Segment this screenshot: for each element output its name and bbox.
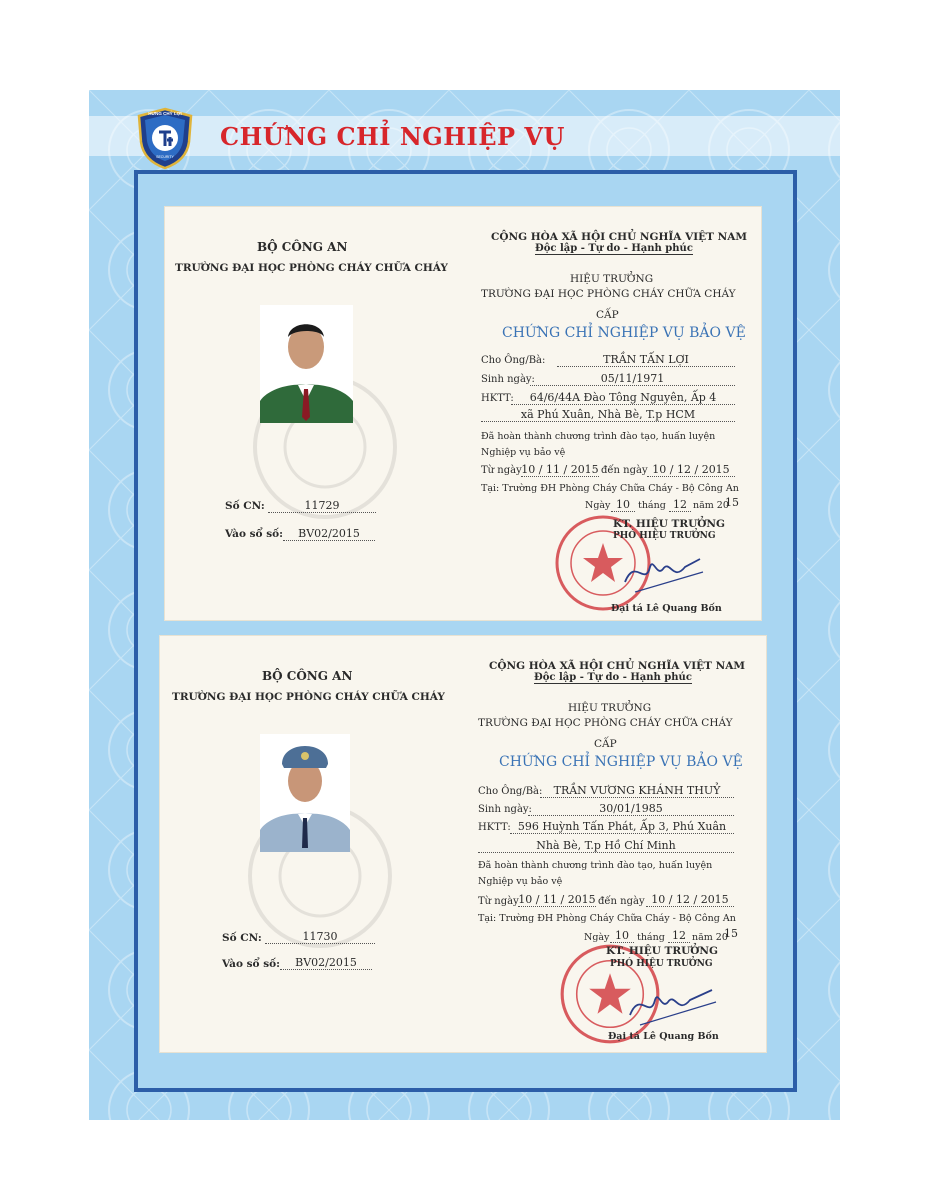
holder-photo: [260, 734, 350, 852]
signature-title-1: KT. HIỆU TRƯỞNG: [613, 518, 725, 530]
so-cn-value: 11730: [265, 930, 375, 944]
from-date: 10 / 11 / 2015: [521, 463, 599, 476]
grant-label: CẤP: [594, 738, 617, 750]
svg-text:HƯNG CHỶ LỢI: HƯNG CHỶ LỢI: [148, 111, 182, 116]
signer-name: Đại tá Lê Quang Bốn: [611, 603, 722, 614]
issue-date-month-label: tháng: [638, 500, 666, 511]
signer-name: Đại tá Lê Quang Bốn: [608, 1031, 719, 1042]
grant-label: CẤP: [596, 309, 619, 321]
completion-line-1: Đã hoàn thành chương trình đào tạo, huấn luyện: [478, 860, 713, 871]
from-label: Từ ngày: [481, 465, 522, 476]
name-label: Cho Ông/Bà:: [481, 355, 546, 366]
location-line: Tại: Trường ĐH Phòng Cháy Chữa Cháy - Bộ Công An: [478, 913, 736, 924]
certificate-title: CHỨNG CHỈ NGHIỆP VỤ BẢO VỆ: [499, 754, 743, 770]
vao-so-value: BV02/2015: [283, 527, 375, 541]
completion-line-2: Nghiệp vụ bảo vệ: [478, 876, 563, 887]
issue-date-day: 10: [610, 929, 634, 943]
from-date: 10 / 11 / 2015: [518, 893, 596, 906]
vao-so-label: Vào sổ số:: [225, 528, 284, 540]
issuer-title: HIỆU TRƯỞNG: [570, 273, 654, 285]
issue-date-month: 12: [668, 929, 690, 943]
holder-dob: 05/11/1971: [530, 372, 735, 386]
issuer-school: TRƯỜNG ĐẠI HỌC PHÒNG CHÁY CHỮA CHÁY: [481, 288, 736, 300]
from-label: Từ ngày: [478, 896, 519, 907]
to-date: 10 / 12 / 2015: [646, 893, 734, 907]
holder-name: TRẦN TẤN LỢI: [557, 353, 735, 367]
holder-address-line-1: 596 Huỳnh Tấn Phát, Ấp 3, Phú Xuân: [510, 820, 734, 834]
ministry-name: BỘ CÔNG AN: [257, 240, 348, 254]
certificate-card-1: [165, 207, 761, 620]
issue-date-day: 10: [611, 498, 635, 512]
holder-address-line-1: 64/6/44A Đào Tông Nguyên, Ấp 4: [511, 391, 735, 405]
to-date: 10 / 12 / 2015: [647, 463, 735, 477]
location-line: Tại: Trường ĐH Phòng Cháy Chữa Cháy - Bộ Công An: [481, 483, 739, 494]
motto: Độc lập - Tự do - Hạnh phúc: [535, 243, 693, 254]
address-label: HKTT:: [478, 822, 511, 833]
dob-label: Sinh ngày:: [481, 374, 535, 385]
issue-date-day-label: Ngày: [584, 932, 610, 943]
ministry-name: BỘ CÔNG AN: [262, 669, 353, 683]
completion-line-1: Đã hoàn thành chương trình đào tạo, huấn luyện: [481, 431, 716, 442]
to-label: đến ngày: [598, 896, 645, 907]
republic-name: CỘNG HÒA XÃ HỘI CHỦ NGHĨA VIỆT NAM: [491, 231, 747, 243]
address-label: HKTT:: [481, 393, 514, 404]
issue-date-day-label: Ngày: [585, 500, 611, 511]
certificate-title: CHỨNG CHỈ NGHIỆP VỤ BẢO VỆ: [502, 325, 746, 341]
issue-date-month-label: tháng: [637, 932, 665, 943]
signature: [615, 547, 705, 597]
name-label: Cho Ông/Bà:: [478, 786, 543, 797]
republic-name: CỘNG HÒA XÃ HỘI CHỦ NGHĨA VIỆT NAM: [489, 660, 745, 672]
holder-address-line-2: Nhà Bè, T.p Hồ Chí Minh: [478, 839, 734, 853]
school-name: TRƯỜNG ĐẠI HỌC PHÒNG CHÁY CHỮA CHÁY: [172, 691, 445, 703]
holder-dob: 30/01/1985: [528, 802, 734, 816]
issue-date-year-label: năm 20: [693, 500, 729, 511]
motto: Độc lập - Tự do - Hạnh phúc: [534, 672, 692, 683]
holder-name: TRẦN VƯƠNG KHÁNH THUỶ: [540, 784, 734, 798]
issue-date-year-label: năm 20: [692, 932, 728, 943]
issue-date-year: 15: [725, 496, 739, 509]
company-logo: [133, 106, 197, 170]
so-cn-value: 11729: [268, 499, 376, 513]
issuer-school: TRƯỜNG ĐẠI HỌC PHÒNG CHÁY CHỮA CHÁY: [478, 717, 733, 729]
svg-text:SECURITY: SECURITY: [156, 155, 174, 159]
holder-address-line-2: xã Phú Xuân, Nhà Bè, T.p HCM: [481, 408, 735, 422]
dob-label: Sinh ngày:: [478, 804, 532, 815]
signature: [620, 980, 720, 1030]
to-label: đến ngày: [601, 465, 648, 476]
signature-title-1: KT. HIỆU TRƯỞNG: [606, 945, 718, 957]
vao-so-value: BV02/2015: [280, 956, 372, 970]
holder-photo: [260, 305, 353, 423]
issue-date-month: 12: [669, 498, 691, 512]
page-title: CHỨNG CHỈ NGHIỆP VỤ: [220, 122, 565, 151]
issue-date-year: 15: [724, 927, 738, 940]
issuer-title: HIỆU TRƯỞNG: [568, 702, 652, 714]
completion-line-2: Nghiệp vụ bảo vệ: [481, 447, 566, 458]
certificate-card-2: [160, 636, 766, 1052]
school-name: TRƯỜNG ĐẠI HỌC PHÒNG CHÁY CHỮA CHÁY: [175, 262, 448, 274]
so-cn-label: Số CN:: [225, 500, 265, 512]
vao-so-label: Vào sổ số:: [222, 958, 281, 970]
signature-title-2: PHÓ HIỆU TRƯỞNG: [610, 959, 713, 969]
signature-title-2: PHÓ HIỆU TRƯỞNG: [613, 531, 716, 541]
so-cn-label: Số CN:: [222, 932, 262, 944]
